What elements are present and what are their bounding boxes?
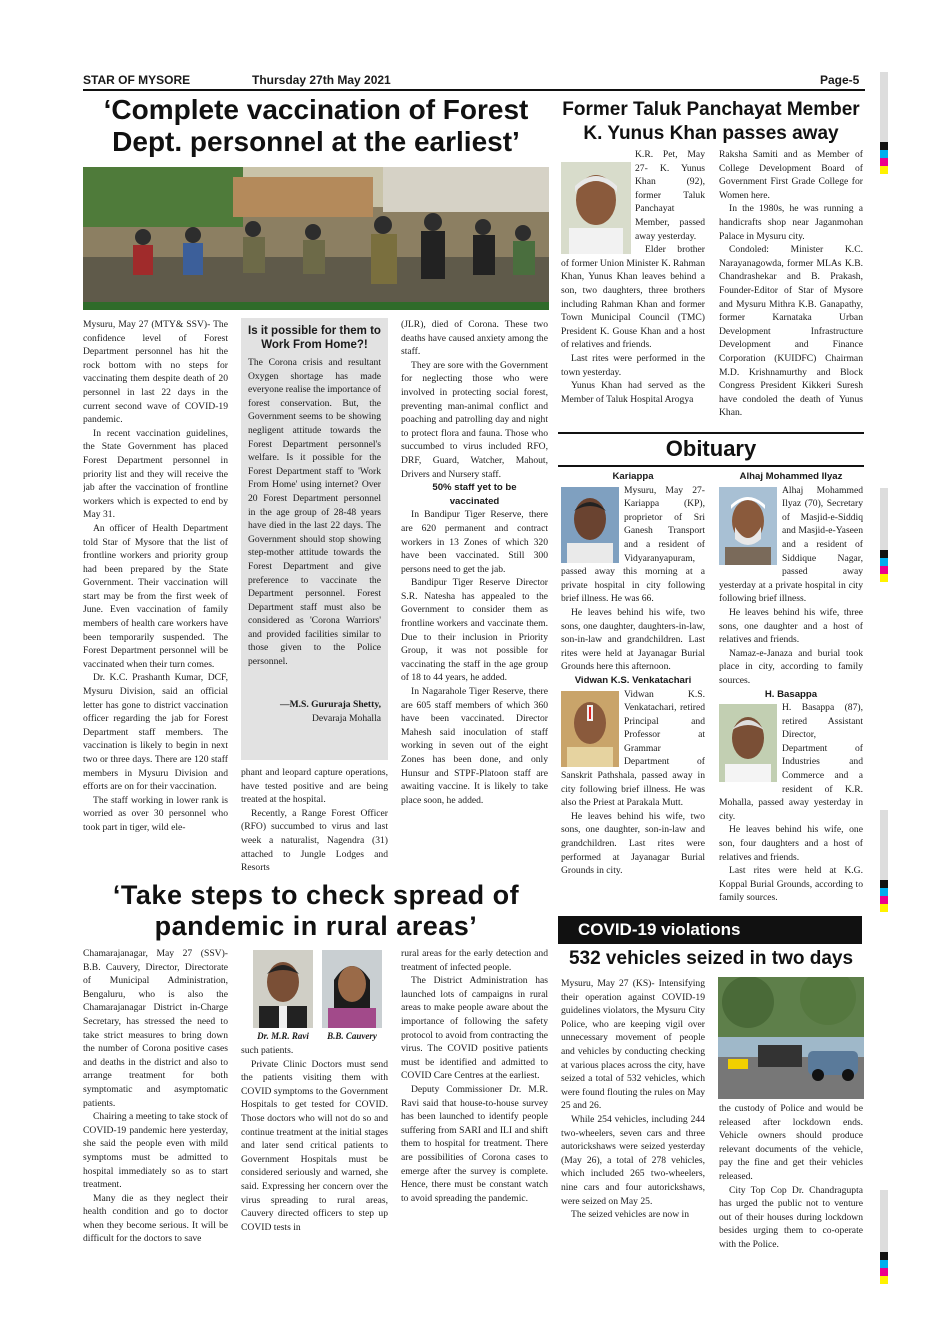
covid-paragraph: the custody of Police and would be released after lockdown ends. Vehicle owners should produce relevant documents of the vehicle, pay the fine and get their vehicles released.: [719, 1103, 863, 1182]
obituary-text: Last rites were held at K.G. Koppal Burial Grounds, according to family sources.: [719, 865, 863, 904]
obituary-text: He leaves behind his wife, two sons, one daughter, daughters-in-law, son-in-law and grandchildren. Last rites were held at Jayanagar Burial Grounds here this afternoon.: [561, 606, 705, 673]
obituary-name: Kariappa: [612, 471, 654, 482]
forest-paragraph: Dr. K.C. Prashanth Kumar, DCF, Mysuru Division, said an official letter has gone to district vaccination officer regarding the jab for Forest Department staff members. The vaccination is likely to begin in next two or three days. There are 120 staff members in Mysuru Division and efforts are on for their vaccination.: [83, 672, 228, 793]
forest-paragraph: phant and leopard capture operations, have tested positive and are being treated at the hospital.: [241, 767, 388, 806]
seized-vehicles-photo: [718, 977, 864, 1099]
paper-name: STAR OF MYSORE: [83, 73, 191, 87]
kariappa-portrait: [561, 487, 619, 563]
covid-paragraph: The seized vehicles are now in: [571, 1209, 690, 1221]
yunus-paragraph: In the 1980s, he was running a handicrafts shop near Jaganmohan Palace in Mysuru city.: [719, 203, 863, 242]
forest-headline: ‘Complete vaccination of Forest Dept. personnel at the earliest’: [103, 94, 529, 158]
yunus-headline: Former Taluk Panchayat Member K. Yunus Khan passes away: [562, 99, 860, 144]
rural-paragraph: Chamarajanagar, May 27 (SSV)- B.B. Cauvery, Director, Directorate of Municipal Administration, Bengaluru, who is also the Chamarajanagar District in-Charge Secretary, has stressed the need to take strict measures to bring down the number of Corona positive cases and deaths in the district and also to arrange treatment for both symptomatic and asymptomatic patients.: [83, 948, 228, 1109]
forest-paragraph: Mysuru, May 27 (MTY& SSV)- The confidence level of Forest Department personnel has hit the rock bottom with no steps for vaccinating them despite death of 20 personnel in last 22 days in the current second wave of COVID-19 pandemic.: [83, 319, 228, 426]
yunus-paragraph: Raksha Samiti and as Member of College Development Board of Government First Grade College for Women here.: [719, 149, 863, 201]
ilyaz-portrait: [719, 487, 777, 565]
ravi-portrait: [253, 950, 313, 1028]
forest-paragraph: They are sore with the Government for neglecting those who were involved in protecting social forest, preventing man-animal conflict and poaching and patrolling day and night to protect flora and fauna. Those who succumbed to virus included RFO, DRF, Guard, Watcher, Mahout, Drivers and Nursery staff.: [401, 359, 548, 480]
covid-paragraph: Mysuru, May 27 (KS)- Intensifying their operation against COVID-19 guidelines violators, the Mysuru City Police, who are keeping vigil over unnecessary movement of people and vehicles by conducting checking at various places across the city, have seized a total of 532 vehicles, which were found flouting the rules on May 25 and 26.: [561, 978, 705, 1112]
obituary-column-right: [719, 470, 863, 910]
covid-headline: 532 vehicles seized in two days: [568, 948, 854, 969]
registration-marks-mid2: [880, 810, 888, 912]
obituary-text: Alhaj Mohammed Ilyaz (70), Secretary of Masjid-e-Siddiq and Masjid-e-Yaseen and a resident of Siddique Nagar, passed away yesterday at a private hospital in city following brief illness.: [719, 484, 863, 605]
portrait-illustration: [253, 950, 313, 1028]
basappa-portrait: [719, 704, 777, 782]
covid-paragraph: City Top Cop Dr. Chandragupta has urged the public not to venture out of their houses during lockdown besides urging them to co-operate with the Police.: [719, 1184, 863, 1250]
registration-marks-bottom: [880, 1190, 888, 1284]
portrait-illustration: [719, 704, 777, 782]
vaccination-camp-illustration: [83, 167, 549, 310]
yunus-lead: K.R. Pet, May 27- K. Yunus Khan (92), former Taluk Panchayat Member, passed away yesterday.: [635, 149, 705, 242]
yunus-paragraph: Yunus Khan had served as the Member of Taluk Hospital Arogya: [561, 380, 705, 405]
box-title: Is it possible for them to Work From Home?!: [248, 325, 381, 351]
obituary-text: Mysuru, May 27- Kariappa (KP), proprietor of Sri Ganesh Transport and a resident of Vidyaranyapuram, passed away this morning at a private hospital in city following brief illness. He was 66.: [561, 484, 705, 605]
portrait-illustration: [561, 487, 619, 563]
covid-banner: [558, 916, 862, 944]
cauvery-caption: B.B. Cauvery: [327, 1031, 377, 1041]
forest-paragraph: In Nagarahole Tiger Reserve, there are 605 staff members of which 360 have been vaccinated. Director Mahesh said inoculation of staff working in seven out of the eight Zones has been done, and only Hunsur and STPF-Platoon staff are awaiting vaccine. It is likely to take place soon, he added.: [401, 686, 548, 806]
rural-paragraph: The District Administration has launched lots of campaigns in rural areas to make people aware about the importance of following the safety protocol to avoid from contracting the virus. The COVID positive patients must be identified and admitted to COVID Care Centres at the earliest.: [401, 975, 548, 1082]
box-body: The Corona crisis and resultant Oxygen shortage has made everyone realise the importance of forest conservation. But, the Government seems to be showing negligent attitude towards the Forest Department personnel's welfare. Is it possible for the Forest Department staff to 'Work From Home' using internet? Over 20 Forest Department personnel in the age group of 28-48 years have died in the last 22 days. The Government should stop showing step-mother attitude towards the Forest Department and give preference to vaccinate the Department personnel. Forest Department staff must also be considered as 'Corona Warriors' and provided facilities similar to those given to the Police personnel.: [248, 357, 381, 668]
obituary-text: H. Basappa (87), retired Assistant Director, Department of Industries and Commerce and a resident of K.R. Mohalla, passed away yesterday in city.: [719, 702, 863, 822]
box-place: Devaraja Mohalla: [312, 712, 381, 724]
portrait-illustration: [719, 487, 777, 565]
rural-paragraph: rural areas for the early detection and treatment of infected people.: [401, 948, 548, 973]
forest-column-2: [241, 766, 388, 876]
work-from-home-box: [241, 318, 388, 760]
forest-paragraph: Recently, a Range Forest Officer (RFO) succumbed to virus and last week a naturalist, Nagendra (31) attached to Jungle Lodges and Resorts: [241, 807, 388, 874]
rural-column-2: [241, 1044, 388, 1262]
covid-banner-label: COVID-19 violations: [578, 920, 741, 939]
obituary-text: Namaz-e-Janaza and burial took place in city, according to family sources.: [719, 647, 863, 686]
obituary-name: Alhaj Mohammed Ilyaz: [739, 471, 843, 482]
obituary-name: Vidwan K.S. Venkatachari: [574, 674, 692, 686]
obituary-text: He leaves behind his wife, one son, four daughters and a host of relatives and friends.: [719, 824, 863, 863]
forest-column-3: [401, 318, 548, 876]
rural-paragraph: Many die as they neglect their health condition and go to doctor when they become serious. It will be difficult for the doctors to save: [83, 1192, 228, 1245]
obituary-text: He leaves behind his wife, two sons, one daughter, son-in-law and grandchildren. Last rites were performed at Jayanagar Burial Grounds in city.: [561, 810, 705, 877]
page-number: Page-5: [820, 73, 860, 87]
forest-paragraph: Bandipur Tiger Reserve Director S.R. Natesha has appealed to the Government to consider them as frontline workers and vaccinate them. Due to their inclusion in Priority Group, it was not possible for vaccinating the staff in the age group of 18 to 44 years, he added.: [401, 577, 548, 684]
obituary-title: Obituary: [665, 436, 757, 461]
covid-column-1: [561, 977, 705, 1263]
issue-date: Thursday 27th May 2021: [252, 73, 391, 87]
yunus-paragraph: Condoled: Minister K.C. Narayanagowda, former MLAs K.B. Chandrashekar and B. Prakash, Founder-Editor of Star of Mysore and Mysuru Mithra K.B. Ganapathy, former Karnataka Urban Development Infrastructure Development and Finance Corporation (KUIDFC) Chairman M.D. Krishnamurthy and Block Congress President Kikkeri Suresh have condoled the death of Yunus Khan.: [719, 244, 863, 419]
yunus-paragraph: Elder brother of former Union Minister K. Rahman Khan, Yunus Khan leaves behind a son, two daughters, three brothers including Rahman Khan and former Town Municipal Council (TMC) President K. Gouse Khan and a host of relatives and friends.: [561, 244, 705, 351]
rural-paragraph: Chairing a meeting to take stock of COVID-19 pandemic here yesterday, she said the people even with mild symptoms must be admitted to hospital immediately so as to start treatment.: [83, 1111, 228, 1191]
yunus-column-1: [561, 148, 705, 430]
rural-column-1: [83, 947, 228, 1263]
covid-column-2: [719, 1102, 863, 1262]
portrait-illustration: [322, 950, 382, 1028]
yunus-paragraph: Last rites were performed in the town yesterday.: [561, 352, 705, 378]
obituary-top-rule: [558, 432, 864, 434]
forest-paragraph: In Bandipur Tiger Reserve, there are 620 permanent and contract workers in 13 Zones of which 320 have been vaccinated. Still 300 persons need to get the jab.: [401, 509, 548, 575]
rural-column-3: [401, 947, 548, 1263]
rural-paragraph: Deputy Commissioner Dr. M.R. Ravi said that house-to-house survey has been launched to identify people suffering from SARI and ILI and shift them to hospital for treatment. There are possibilities of Corona cases to emerge after the survey is complete. Hence, there must be constant watch to avoid spreading the pandemic.: [401, 1083, 548, 1204]
masthead-rule: [83, 89, 865, 91]
registration-marks-top: [880, 72, 888, 174]
street-scene-illustration: [718, 977, 864, 1099]
box-author: —M.S. Gururaja Shetty,: [279, 699, 381, 710]
rural-paragraph: such patients.: [241, 1045, 294, 1056]
portrait-space: [561, 148, 635, 256]
forest-subhead: 50% staff yet to be vaccinated: [432, 482, 517, 507]
obituary-bottom-rule: [558, 465, 864, 467]
registration-marks-mid: [880, 488, 888, 582]
forest-paragraph: (JLR), died of Corona. These two deaths have caused anxiety among the staff.: [401, 319, 548, 358]
obituary-column-left: [561, 470, 705, 910]
ravi-caption: Dr. M.R. Ravi: [257, 1031, 309, 1041]
portrait-illustration: [561, 691, 619, 767]
obituary-name: H. Basappa: [764, 688, 818, 700]
obituary-text: He leaves behind his wife, three sons, one daughter and a host of relatives and friends.: [719, 606, 863, 646]
forest-paragraph: An officer of Health Department told Star of Mysore that the list of frontline workers and priority group had been prepared by the State Government. Their vaccination will start may be from the first week of June. Even vaccination of family members of health care workers have been temporarily suspended. The Forest Department personnel will be vaccinated when their turn comes.: [83, 522, 228, 670]
yunus-column-2: [719, 148, 863, 430]
forest-paragraph: In recent vaccination guidelines, the State Government has placed Forest Department personnel in priority list and they will receive the jab after the vaccination of frontline workers which is expected to end by May 31.: [83, 427, 228, 521]
cauvery-portrait: [322, 950, 382, 1028]
rural-headline: ‘Take steps to check spread of pandemic in rural areas’: [112, 880, 520, 941]
forest-paragraph: The staff working in lower rank is worried as over 30 personnel who took part in tiger, wild ele-: [83, 794, 228, 833]
rural-paragraph: Private Clinic Doctors must send the patients visiting them with COVID symptoms to the Government Hospitals to get tested for COVID. Those doctors who will not do so and continue treatment at the initial stages and later send critical patients to Government Hospitals must be considered seriously and warned, she said. Expressing her concern over the virus spreading to rural areas, Cauvery directed officers to step up COVID tests in: [241, 1058, 388, 1233]
vaccination-camp-photo: [83, 167, 549, 310]
covid-paragraph: While 254 vehicles, including 244 two-wheelers, seven cars and three autorickshaws were seized yesterday (May 26), a total of 278 vehicles, which included 265 two-wheelers, nine cars and four autorickshaws, were seized on May 25.: [561, 1113, 705, 1207]
obituary-text: Vidwan K.S. Venkatachari, retired Principal and Professor at Grammar Department of Sanskrit Pathshala, passed away in city following brief illness. He was also the Priest at Parakala Mutt.: [561, 688, 705, 809]
forest-column-1: [83, 318, 228, 874]
venkatachari-portrait: [561, 691, 619, 767]
